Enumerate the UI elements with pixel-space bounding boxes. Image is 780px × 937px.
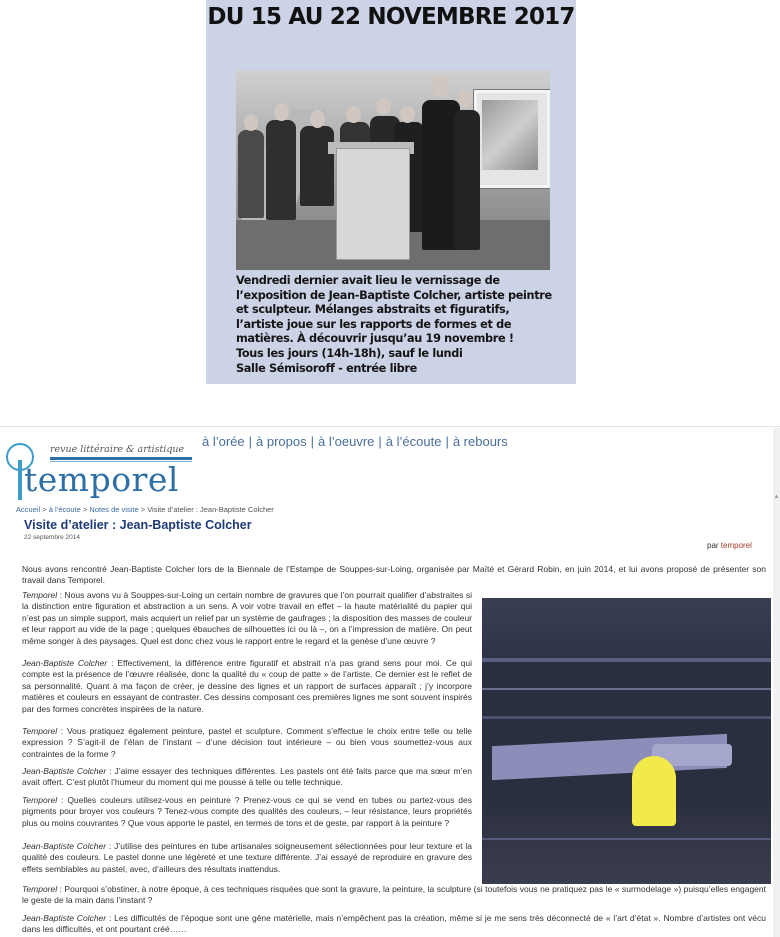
nav-item-oree[interactable]: à l’orée <box>202 434 245 449</box>
scroll-up-icon[interactable]: ▲ <box>773 494 780 500</box>
post-date: 22 septembre 2014 <box>24 534 81 541</box>
logo-wordmark: temporel <box>24 460 179 499</box>
newspaper-clipping <box>206 0 576 384</box>
speaker: Jean-Baptiste Colcher <box>22 658 108 668</box>
article-paragraph: Jean-Baptiste Colcher : Effectivement, la différence entre figuratif et abstrait n’a pas grand sens pour moi. Ce qui compte est la présence de l’œuvre réalisée, donc la qualité du « coup de patte » de l’artiste. Ce dernier est le reflet de sa personnalité. Quant à ma façon de créer, je dessine des lignes et un rapport de surfaces apparaît ; j’y incorpore matières et couleurs en essayant de contraster. Ces dessins composant ces premières lignes me sont souvent inspirés par des formes concrètes inspirées de la nature. <box>22 658 472 714</box>
nav-item-rebours[interactable]: à rebours <box>452 434 508 449</box>
breadcrumb-home[interactable]: Accueil <box>16 505 41 514</box>
clipping-caption <box>236 274 556 376</box>
speaker: Jean-Baptiste Colcher <box>22 766 107 776</box>
speaker: Temporel <box>22 795 58 805</box>
main-nav: à l’orée | à propos | à l’oeuvre | à l’écoute | à rebours <box>202 434 508 449</box>
breadcrumb-current: Visite d’atelier : Jean-Baptiste Colcher <box>147 505 274 514</box>
breadcrumb-notes[interactable]: Notes de visite <box>89 505 139 514</box>
speaker: Temporel <box>22 884 58 894</box>
article-paragraph: Jean-Baptiste Colcher : J’utilise des peintures en tube artisanales soigneusement sélectionnées pour leur texture et la qualité des couleurs. Le pastel donne une légèreté et une texture différente. J’ai essayé de reproduire en gravure des effets semblables au pastel, avec, d’ailleurs des résultats inattendus. <box>22 841 472 874</box>
nav-item-ecoute[interactable]: à l’écoute <box>385 434 442 449</box>
breadcrumb: Accueil > à l’écoute > Notes de visite > Visite d’atelier : Jean-Baptiste Colcher <box>16 505 274 514</box>
nav-item-a-propos[interactable]: à propos <box>256 434 307 449</box>
author-link[interactable]: temporel <box>720 541 752 550</box>
section-divider <box>0 426 780 427</box>
vernissage-photo <box>236 70 550 270</box>
clipping-title: DU 15 AU 22 NOVEMBRE 2017 <box>207 4 575 30</box>
byline-prefix: par <box>707 541 719 550</box>
logo-stem-icon <box>18 460 22 500</box>
temporel-logo[interactable] <box>4 440 200 502</box>
page-title: Visite d’atelier : Jean-Baptiste Colcher <box>24 518 252 532</box>
speaker: Jean-Baptiste Colcher <box>22 841 107 851</box>
article-paragraph: Jean-Baptiste Colcher : J’aime essayer des techniques différentes. Les pastels ont été faits parce que ma sœur m’en avait offert. C’est plutôt l’humeur du moment qui me pousse à telle ou telle technique. <box>22 766 472 788</box>
speaker: Jean-Baptiste Colcher <box>22 913 107 923</box>
artwork-image <box>482 598 771 884</box>
article-paragraph: Temporel : Pourquoi s’obstiner, à notre époque, à ces techniques risquées que sont la gravure, la peinture, la sculpture (si toutefois vous ne pratiquez pas le « surmodelage ») puisqu’elles engagent le geste de la main dans l’instant ? <box>22 884 766 906</box>
article-paragraph: Temporel : Nous avons vu à Souppes-sur-Loing un certain nombre de gravures que l’on pourrait qualifier d’abstraites si la distinction entre figuration et abstraction a un sens. A voir votre travail en effet – la haute matérialité du papier qui n’est pas un simple support, mais acquiert un relief par un système de gaufrages ; la disposition des masses de couleur et leur rapport au vide de la page ; quelques ébauches de silhouettes ici ou là –, on a l’impression de matière. On peut même songer à des paysages. Quel est donc chez vous le rapport entre le regard et la genèse d’une œuvre ? <box>22 590 472 646</box>
article-paragraph: Temporel : Quelles couleurs utilisez-vous en peinture ? Prenez-vous ce qui se vend en tubes ou partez-vous des pigments pour broyer vos couleurs ? Tenez-vous compte des qualités des couleurs, – leur résistance, leurs propriétés plus ou moins couvrantes ? Que vous apporte le pastel, en termes de tons et de geste, par rapport à la peinture ? <box>22 795 472 828</box>
article-paragraph: Temporel : Vous pratiquez également peinture, pastel et sculpture. Comment s’effectue le choix entre telle ou telle expression ? S’agit-il de l’élan de l’instant – d’une décision tout intérieure – ou bien vous soumettez-vous aux contraintes de la forme ? <box>22 726 472 759</box>
caption-hours: Tous les jours (14h-18h), sauf le lundi <box>236 346 463 360</box>
logo-tagline: revue littéraire & artistique <box>50 444 185 455</box>
speaker: Temporel <box>22 726 58 736</box>
caption-text: Vendredi dernier avait lieu le vernissage de l’exposition de Jean-Baptiste Colcher, artiste peintre et sculpteur. Mélanges abstraits et figuratifs, l’artiste joue sur les rapports de formes et de matières. À découvrir jusqu’au 19 novembre ! <box>236 274 552 346</box>
caption-venue: Salle Sémisoroff - entrée libre <box>236 361 417 375</box>
byline <box>707 541 752 550</box>
breadcrumb-ecoute[interactable]: à l’écoute <box>48 505 81 514</box>
article-intro: Nous avons rencontré Jean-Baptiste Colcher lors de la Biennale de l’Estampe de Souppes-sur-Loing, organisée par Maïté et Gérard Robin, en juin 2014, et lui avons proposé de présenter son travail dans Temporel. <box>22 564 766 586</box>
scrollbar[interactable] <box>773 428 780 937</box>
nav-item-oeuvre[interactable]: à l’oeuvre <box>318 434 375 449</box>
speaker: Temporel <box>22 590 58 600</box>
article-paragraph: Jean-Baptiste Colcher : Les difficultés de l’époque sont une gêne matérielle, mais n’empêchent pas la création, même si je me sens très déconnecté de « l’art d’état ». Nombre d’artistes ont vécu dans les difficultés, et ont pourtant créé…… <box>22 913 766 935</box>
